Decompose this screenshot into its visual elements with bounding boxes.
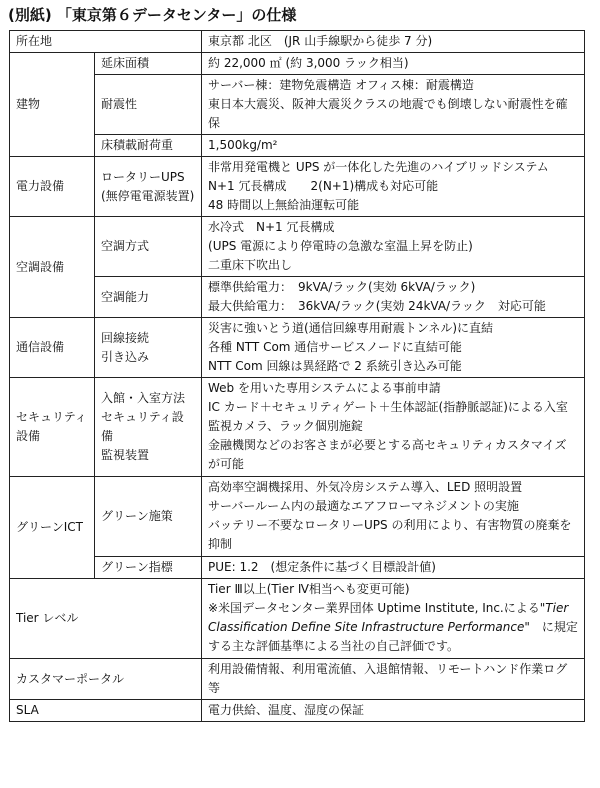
row-green-indicator bbox=[10, 557, 585, 579]
tier-label: Tier レベル bbox=[10, 579, 202, 659]
cooling-method-line-1: 水冷式 N+1 冗長構成 bbox=[208, 220, 335, 234]
page-title: (別紙) 「東京第６データセンター」の仕様 bbox=[8, 6, 297, 24]
green-indicator-value: PUE: 1.2 (想定条件に基づく目標設計値) bbox=[202, 557, 585, 579]
row-security bbox=[10, 378, 585, 477]
row-floor-area bbox=[10, 53, 585, 75]
cooling-label: 空調設備 bbox=[10, 217, 95, 318]
green-measures-label: グリーン施策 bbox=[95, 477, 202, 557]
cooling-capacity-line-2: 最大供給電力： 36kVA/ラック(実効 24kVA/ラック 対応可能 bbox=[208, 299, 546, 313]
power-sub-label bbox=[95, 157, 202, 217]
cooling-method-value bbox=[202, 217, 585, 277]
portal-value: 利用設備情報、利用電流値、入退館情報、リモートハンド作業ログ等 bbox=[202, 659, 585, 700]
tier-note-suffix: " に規定する主な評価基準による当社の自己評価です。 bbox=[208, 620, 578, 653]
seismic-line-2: 東日本大震災、阪神大震災クラスの地震でも倒壊しない耐震性を確保 bbox=[208, 97, 568, 130]
security-sub-label-1: 入館・入室方法 bbox=[101, 391, 186, 405]
green-measures-line-2: サーバールーム内の最適なエアフローマネジメントの実施 bbox=[208, 499, 519, 513]
network-sub-label bbox=[95, 318, 202, 378]
network-sub-label-2: 引き込み bbox=[101, 349, 150, 364]
location-value: 東京都 北区 (JR 山手線駅から徒歩 7 分) bbox=[202, 31, 585, 53]
floor-area-label: 延床面積 bbox=[95, 53, 202, 75]
building-label: 建物 bbox=[10, 53, 95, 157]
green-label: グリーンICT bbox=[10, 477, 95, 579]
green-measures-line-3: バッテリー不要なロータリーUPS の利用により、有害物質の廃棄を抑制 bbox=[208, 518, 572, 551]
security-sub-label bbox=[95, 378, 202, 477]
row-cooling-method bbox=[10, 217, 585, 277]
tier-line-1: Tier Ⅲ以上(Tier Ⅳ相当へも変更可能) bbox=[208, 582, 410, 596]
row-tier bbox=[10, 579, 585, 659]
row-power bbox=[10, 157, 585, 217]
power-line-3: 48 時間以上無給油運転可能 bbox=[208, 198, 360, 212]
network-value bbox=[202, 318, 585, 378]
cooling-method-line-2: (UPS 電源により停電時の急激な室温上昇を防止) bbox=[208, 239, 473, 253]
floor-load-label: 床積載耐荷重 bbox=[95, 135, 202, 157]
floor-area-value: 約 22,000 ㎡ (約 3,000 ラック相当) bbox=[202, 53, 585, 75]
seismic-line-1: サーバー棟：建物免震構造 オフィス棟：耐震構造 bbox=[208, 78, 474, 92]
row-portal bbox=[10, 659, 585, 700]
row-network bbox=[10, 318, 585, 378]
power-line-2: N+1 冗長構成 2(N+1)構成も対応可能 bbox=[208, 179, 439, 193]
security-label: セキュリティ設備 bbox=[10, 378, 95, 477]
security-sub-label-2: セキュリティ設備 bbox=[101, 410, 184, 443]
network-label: 通信設備 bbox=[10, 318, 95, 378]
security-line-2: IC カード＋セキュリティゲート＋生体認証(指静脈認証)による入室 bbox=[208, 400, 568, 414]
portal-label: カスタマーポータル bbox=[10, 659, 202, 700]
cooling-capacity-value bbox=[202, 277, 585, 318]
row-floor-load bbox=[10, 135, 585, 157]
row-sla bbox=[10, 700, 585, 722]
row-green-measures bbox=[10, 477, 585, 557]
row-location bbox=[10, 31, 585, 53]
sla-label: SLA bbox=[10, 700, 202, 722]
security-sub-label-3: 監視装置 bbox=[101, 448, 150, 462]
cooling-method-line-3: 二重床下吹出し bbox=[208, 258, 293, 272]
cooling-capacity-label: 空調能力 bbox=[95, 277, 202, 318]
green-measures-line-1: 高効率空調機採用、外気冷房システム導入、LED 照明設置 bbox=[208, 480, 523, 494]
network-line-1: 災害に強いとう道(通信回線専用耐震トンネル)に直結 bbox=[208, 321, 494, 335]
row-cooling-capacity bbox=[10, 277, 585, 318]
floor-load-value: 1,500kg/m² bbox=[202, 135, 585, 157]
network-line-2: 各種 NTT Com 通信サービスノードに直結可能 bbox=[208, 340, 462, 354]
power-label: 電力設備 bbox=[10, 157, 95, 217]
location-label: 所在地 bbox=[10, 31, 202, 53]
network-line-3: NTT Com 回線は異経路で 2 系統引き込み可能 bbox=[208, 359, 462, 373]
tier-line-2 bbox=[208, 599, 578, 656]
seismic-label: 耐震性 bbox=[95, 75, 202, 135]
cooling-capacity-line-1: 標準供給電力： 9kVA/ラック(実効 6kVA/ラック) bbox=[208, 280, 476, 294]
power-line-1: 非常用発電機と UPS が一体化した先進のハイブリッドシステム bbox=[208, 160, 549, 174]
security-value bbox=[202, 378, 585, 477]
green-indicator-label: グリーン指標 bbox=[95, 557, 202, 579]
tier-note-prefix: ※米国データセンター業界団体 Uptime Institute, Inc.による" bbox=[208, 601, 546, 615]
power-sub-label-2: (無停電電源装置) bbox=[101, 188, 195, 203]
power-value bbox=[202, 157, 585, 217]
sla-value: 電力供給、温度、湿度の保証 bbox=[202, 700, 585, 722]
spec-table bbox=[9, 30, 585, 722]
power-sub-label-1: ロータリーUPS bbox=[101, 169, 185, 184]
security-line-3: 監視カメラ、ラック個別施錠 bbox=[208, 419, 363, 433]
green-measures-value bbox=[202, 477, 585, 557]
network-sub-label-1: 回線接続 bbox=[101, 330, 150, 345]
security-line-4: 金融機関などのお客さまが必要とする高セキュリティカスタマイズが可能 bbox=[208, 438, 567, 471]
tier-value bbox=[202, 579, 585, 659]
tier-classification-title: Tier Classification Define Site Infrastructure Performance bbox=[208, 601, 569, 634]
security-line-1: Web を用いた専用システムによる事前申請 bbox=[208, 381, 441, 395]
seismic-value bbox=[202, 75, 585, 135]
cooling-method-label: 空調方式 bbox=[95, 217, 202, 277]
row-seismic bbox=[10, 75, 585, 135]
